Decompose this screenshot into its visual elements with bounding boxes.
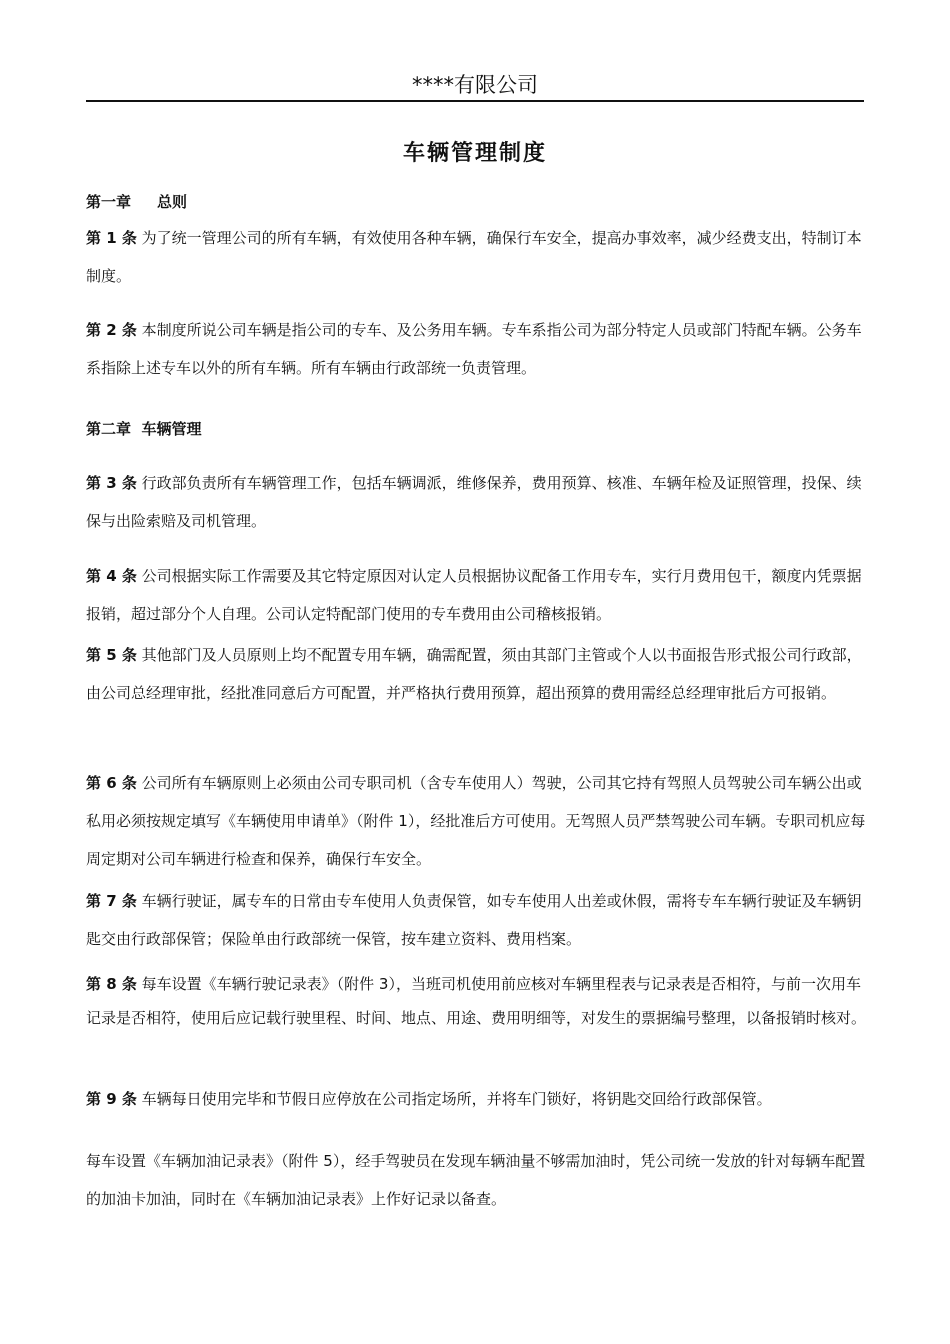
article-6 <box>86 764 868 878</box>
article-text: 其他部门及人员原则上均不配置专用车辆，确需配置，须由其部门主管或个人以书面报告形式报公司行政部，由公司总经理审批，经批准同意后方可配置，并严格执行费用预算，超出预算的费用需经总经理审批后方可报销。 <box>86 646 862 702</box>
article-8 <box>86 967 868 1035</box>
article-text: 每车设置《车辆行驶记录表》（附件 3），当班司机使用前应核对车辆里程表与记录表是否相符，与前一次用车记录是否相符，使用后应记载行驶里程、时间、地点、用途、费用明细等，对发生的票据编号整理，以备报销时核对。 <box>86 975 867 1027</box>
chapter-2-heading: 第二章 车辆管理 <box>86 420 202 438</box>
chapter-1-heading <box>86 191 187 212</box>
company-name: ****有限公司 <box>412 73 538 97</box>
article-label: 第 7 条 <box>86 892 137 910</box>
article-text: 车辆行驶证，属专车的日常由专车使用人负责保管，如专车使用人出差或休假，需将专车车辆行驶证及车辆钥匙交由行政部保管；保险单由行政部统一保管，按车建立资料、费用档案。 <box>86 892 862 948</box>
document-title: 车辆管理制度 <box>402 140 547 166</box>
article-label: 第 8 条 <box>86 975 137 993</box>
article-label: 第 3 条 <box>86 474 137 492</box>
article-1 <box>86 219 868 295</box>
chapter-1-name: 总则 <box>157 193 188 211</box>
article-4 <box>86 557 868 633</box>
article-5 <box>86 636 868 712</box>
closing-paragraph: 每车设置《车辆加油记录表》（附件 5），经手驾驶员在发现车辆油量不够需加油时，凭公司统一发放的针对每辆车配置的加油卡加油，同时在《车辆加油记录表》上作好记录以备查。 <box>86 1152 866 1208</box>
article-label: 第 4 条 <box>86 567 137 585</box>
article-7 <box>86 882 868 958</box>
article-label: 第 6 条 <box>86 774 137 792</box>
article-label: 第 2 条 <box>86 321 137 339</box>
page-header <box>86 64 864 102</box>
article-text: 行政部负责所有车辆管理工作，包括车辆调派，维修保养，费用预算、核准、车辆年检及证照管理，投保、续保与出险索赔及司机管理。 <box>86 474 862 530</box>
article-text: 公司根据实际工作需要及其它特定原因对认定人员根据协议配备工作用专车，实行月费用包干，额度内凭票据报销，超过部分个人自理。公司认定特配部门使用的专车费用由公司稽核报销。 <box>86 567 862 623</box>
article-text: 公司所有车辆原则上必须由公司专职司机（含专车使用人）驾驶，公司其它持有驾照人员驾驶公司车辆公出或私用必须按规定填写《车辆使用申请单》（附件 1），经批准后方可使用。无驾照人员严禁驾驶公司车辆。专职司机应每周定期对公司车辆进行检查和保养，确保行车安全。 <box>86 774 866 868</box>
article-label: 第 1 条 <box>86 229 137 247</box>
chapter-1-number: 第一章 <box>86 193 132 211</box>
article-text: 为了统一管理公司的所有车辆，有效使用各种车辆，确保行车安全，提高办事效率，减少经费支出，特制订本制度。 <box>86 229 862 285</box>
article-label: 第 5 条 <box>86 646 137 664</box>
article-2 <box>86 311 868 387</box>
article-3 <box>86 464 868 540</box>
article-label: 第 9 条 <box>86 1090 137 1108</box>
article-text: 本制度所说公司车辆是指公司的专车、及公务用车辆。专车系指公司为部分特定人员或部门特配车辆。公务车系指除上述专车以外的所有车辆。所有车辆由行政部统一负责管理。 <box>86 321 862 377</box>
article-text: 车辆每日使用完毕和节假日应停放在公司指定场所，并将车门锁好，将钥匙交回给行政部保管。 <box>136 1090 772 1108</box>
article-9 <box>86 1080 868 1118</box>
